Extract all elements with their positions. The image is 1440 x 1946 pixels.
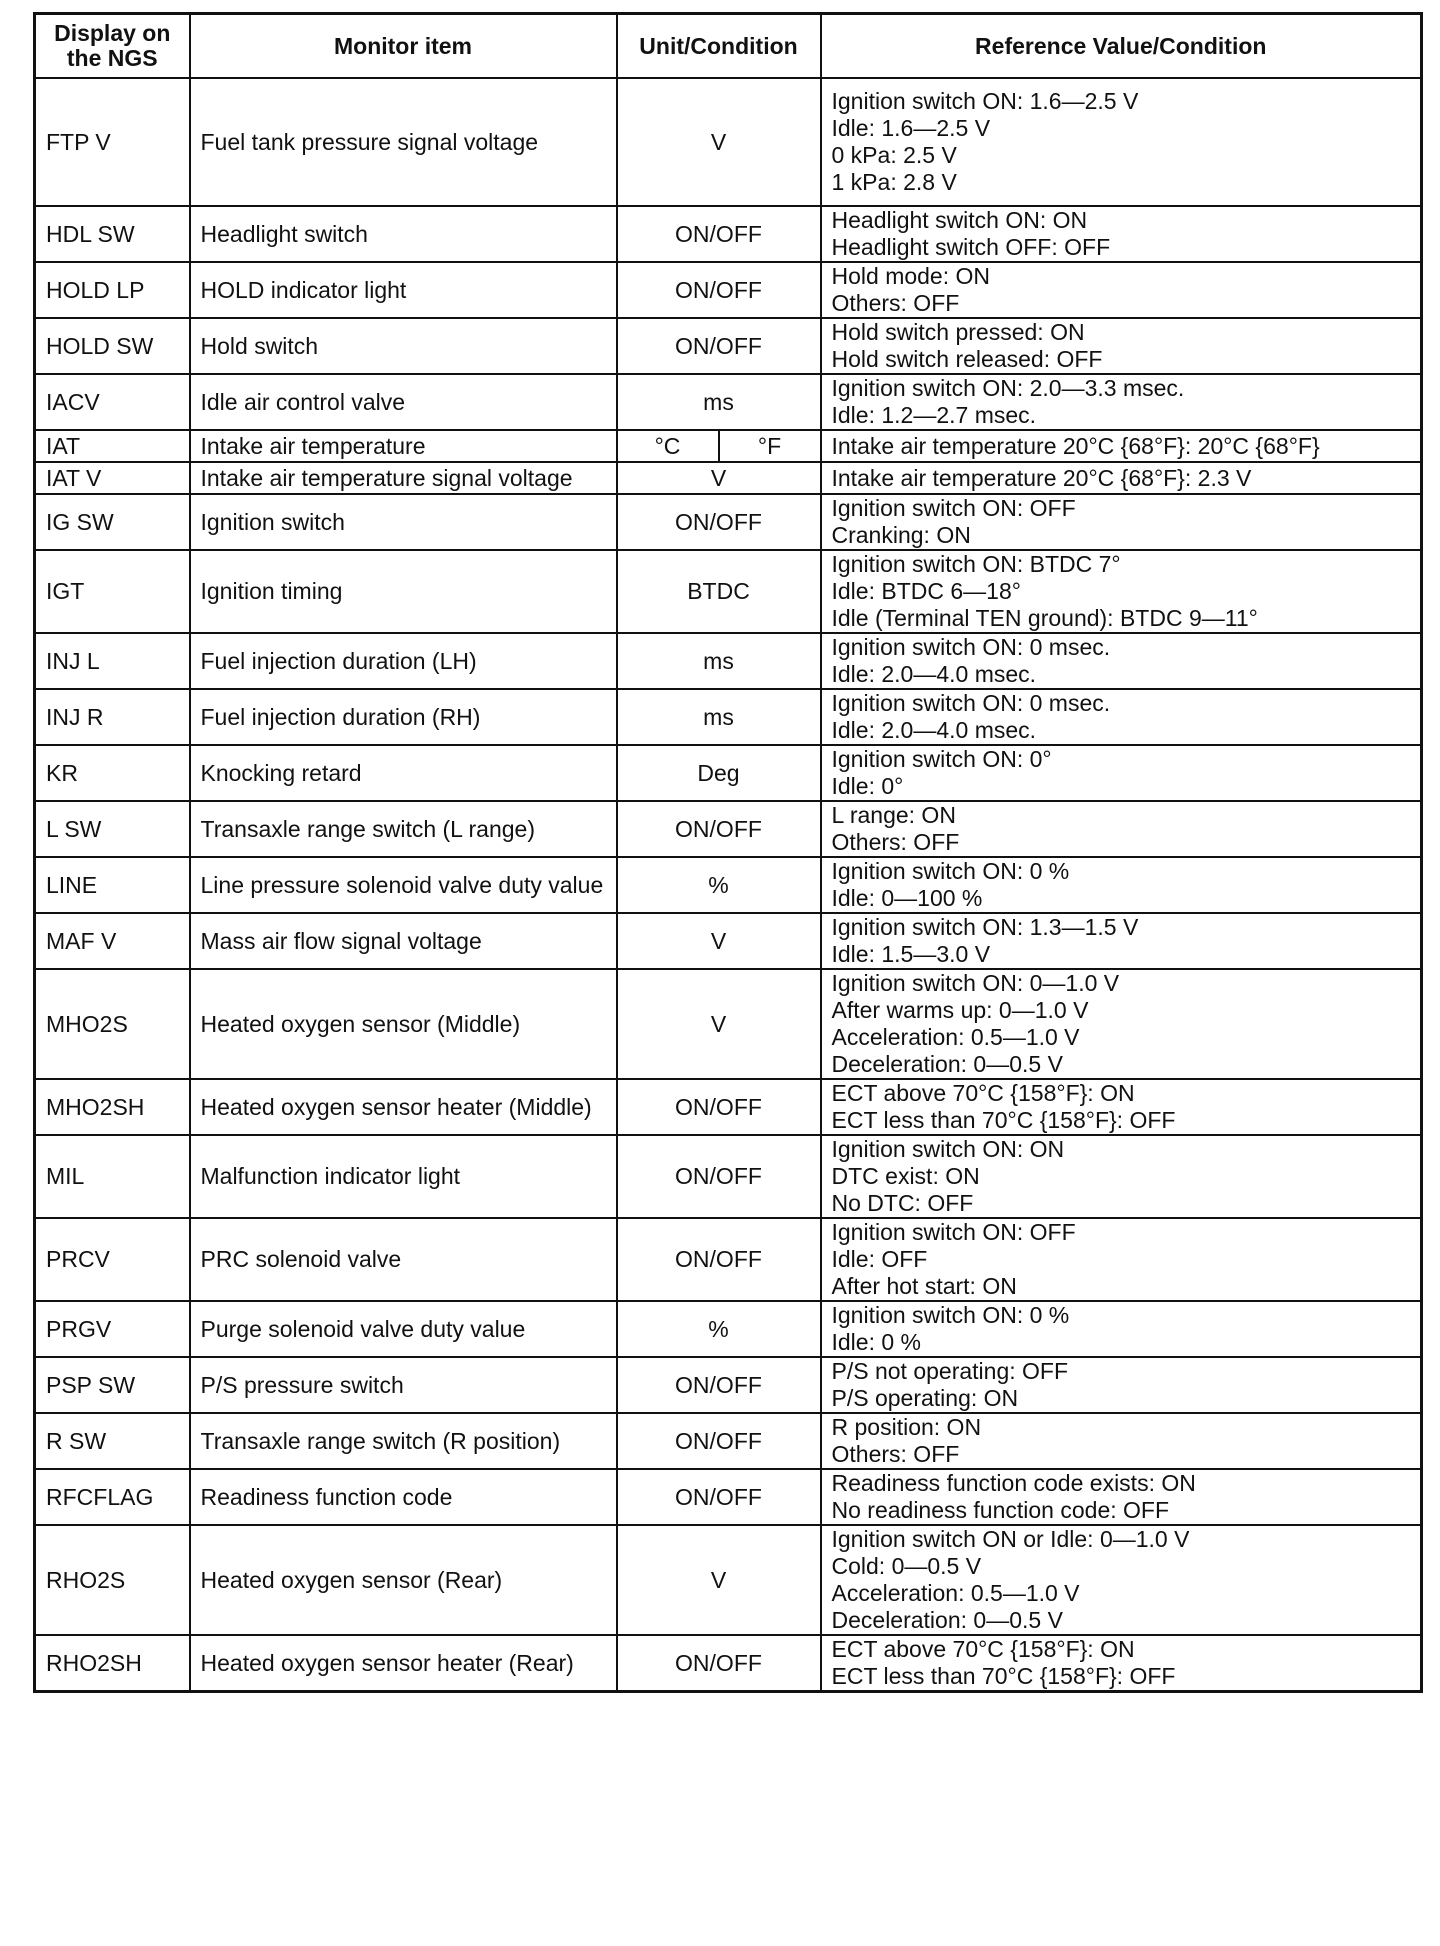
display-code: FTP V [35, 78, 190, 206]
display-code: INJ L [35, 633, 190, 689]
reference-line: Deceleration: 0—0.5 V [831, 1051, 1063, 1077]
monitor-item: Heated oxygen sensor (Middle) [190, 969, 617, 1079]
reference-line: Readiness function code exists: ON [831, 1470, 1196, 1496]
unit-condition: ON/OFF [617, 494, 821, 550]
table-row [35, 857, 1422, 913]
unit-condition: ON/OFF [617, 1469, 821, 1525]
reference-line: L range: ON [831, 802, 956, 828]
reference-line: Ignition switch ON: 1.6—2.5 V [831, 88, 1139, 114]
display-code: IAT [35, 430, 190, 462]
table-row [35, 550, 1422, 633]
reference-line: Intake air temperature 20°C {68°F}: 20°C {68°F} [831, 432, 1320, 459]
reference-line: Ignition switch ON: 0 % [831, 1302, 1070, 1328]
table-row [35, 262, 1422, 318]
reference-line: Acceleration: 0.5—1.0 V [831, 1580, 1080, 1606]
monitor-item: Idle air control valve [190, 374, 617, 430]
reference-line: R position: ON [831, 1414, 982, 1440]
reference-value [821, 1135, 1422, 1218]
reference-line: Idle: BTDC 6—18° [831, 578, 1021, 604]
reference-line: Acceleration: 0.5—1.0 V [831, 1024, 1080, 1050]
display-code: RHO2S [35, 1525, 190, 1635]
table-row [35, 745, 1422, 801]
table-row [35, 1635, 1422, 1692]
unit-condition: V [617, 462, 821, 494]
reference-line: Idle: 0—100 % [831, 885, 983, 911]
reference-value [821, 430, 1422, 462]
monitor-item: Fuel tank pressure signal voltage [190, 78, 617, 206]
display-code: MIL [35, 1135, 190, 1218]
monitor-item: P/S pressure switch [190, 1357, 617, 1413]
table-row [35, 969, 1422, 1079]
reference-line: Ignition switch ON: OFF [831, 495, 1076, 521]
unit-condition: ms [617, 633, 821, 689]
reference-value [821, 550, 1422, 633]
display-code: HDL SW [35, 206, 190, 262]
unit-condition: ms [617, 374, 821, 430]
unit-celsius: °C [617, 430, 719, 462]
table-row [35, 801, 1422, 857]
monitor-item: PRC solenoid valve [190, 1218, 617, 1301]
table-row [35, 1525, 1422, 1635]
reference-value [821, 801, 1422, 857]
display-code: RFCFLAG [35, 1469, 190, 1525]
reference-value [821, 689, 1422, 745]
display-code: IACV [35, 374, 190, 430]
reference-value [821, 1525, 1422, 1635]
reference-value [821, 913, 1422, 969]
reference-line: Others: OFF [831, 829, 960, 855]
reference-line: ECT less than 70°C {158°F}: OFF [831, 1107, 1176, 1133]
display-code: IG SW [35, 494, 190, 550]
reference-line: Ignition switch ON: 0—1.0 V [831, 970, 1120, 996]
reference-line: Ignition switch ON: 0° [831, 746, 1052, 772]
unit-condition: % [617, 1301, 821, 1357]
table-row [35, 430, 1422, 462]
unit-condition: ON/OFF [617, 1218, 821, 1301]
reference-line: Idle: 0° [831, 773, 904, 799]
unit-condition: ms [617, 689, 821, 745]
monitor-item: Heated oxygen sensor heater (Middle) [190, 1079, 617, 1135]
reference-line: Idle: 2.0—4.0 msec. [831, 661, 1037, 687]
unit-fahrenheit: °F [719, 430, 821, 462]
display-code: PRCV [35, 1218, 190, 1301]
reference-line: Cold: 0—0.5 V [831, 1553, 982, 1579]
reference-line: Ignition switch ON: OFF [831, 1219, 1076, 1245]
display-code: MAF V [35, 913, 190, 969]
reference-value [821, 462, 1422, 494]
table-row [35, 374, 1422, 430]
reference-value [821, 78, 1422, 206]
reference-value [821, 969, 1422, 1079]
display-code: RHO2SH [35, 1635, 190, 1692]
monitor-item: Heated oxygen sensor (Rear) [190, 1525, 617, 1635]
reference-line: Hold switch pressed: ON [831, 319, 1085, 345]
unit-condition: V [617, 913, 821, 969]
reference-line: 1 kPa: 2.8 V [831, 169, 957, 195]
reference-line: Ignition switch ON: ON [831, 1136, 1065, 1162]
reference-value [821, 857, 1422, 913]
reference-line: Idle: 2.0—4.0 msec. [831, 717, 1037, 743]
table-row [35, 1413, 1422, 1469]
unit-condition: V [617, 969, 821, 1079]
unit-condition: V [617, 78, 821, 206]
reference-value [821, 262, 1422, 318]
unit-condition: ON/OFF [617, 1413, 821, 1469]
unit-condition: ON/OFF [617, 801, 821, 857]
reference-line: ECT above 70°C {158°F}: ON [831, 1080, 1135, 1106]
display-code: IGT [35, 550, 190, 633]
reference-line: No DTC: OFF [831, 1190, 974, 1216]
monitor-item: Ignition timing [190, 550, 617, 633]
reference-line: Idle: 1.5—3.0 V [831, 941, 991, 967]
table-row [35, 78, 1422, 206]
unit-condition: V [617, 1525, 821, 1635]
display-code: HOLD SW [35, 318, 190, 374]
table-row [35, 462, 1422, 494]
table-row [35, 913, 1422, 969]
monitor-item: HOLD indicator light [190, 262, 617, 318]
reference-value [821, 745, 1422, 801]
reference-line: ECT above 70°C {158°F}: ON [831, 1636, 1135, 1662]
reference-line: Hold switch released: OFF [831, 346, 1103, 372]
reference-line: After hot start: ON [831, 1273, 1017, 1299]
header-monitor-item: Monitor item [190, 14, 617, 79]
reference-line: Intake air temperature 20°C {68°F}: 2.3 V [831, 464, 1252, 491]
reference-line: Ignition switch ON: 2.0—3.3 msec. [831, 375, 1185, 401]
monitor-item: Hold switch [190, 318, 617, 374]
table-row [35, 318, 1422, 374]
table-row [35, 1357, 1422, 1413]
unit-condition: Deg [617, 745, 821, 801]
display-code: L SW [35, 801, 190, 857]
monitor-item: Line pressure solenoid valve duty value [190, 857, 617, 913]
table-row [35, 1218, 1422, 1301]
reference-value [821, 1301, 1422, 1357]
reference-line: Idle: OFF [831, 1246, 928, 1272]
reference-line: Ignition switch ON: 0 % [831, 858, 1070, 884]
table-row [35, 206, 1422, 262]
reference-value [821, 1357, 1422, 1413]
reference-line: Idle: 0 % [831, 1329, 921, 1355]
monitor-item: Transaxle range switch (L range) [190, 801, 617, 857]
unit-condition: ON/OFF [617, 1635, 821, 1692]
display-code: R SW [35, 1413, 190, 1469]
reference-line: P/S not operating: OFF [831, 1358, 1069, 1384]
table-row [35, 1135, 1422, 1218]
reference-line: Others: OFF [831, 1441, 960, 1467]
table-row [35, 1079, 1422, 1135]
reference-value [821, 318, 1422, 374]
table-body [35, 78, 1422, 1692]
table-row [35, 689, 1422, 745]
display-code: HOLD LP [35, 262, 190, 318]
display-code: PRGV [35, 1301, 190, 1357]
unit-condition: ON/OFF [617, 1079, 821, 1135]
monitor-item: Transaxle range switch (R position) [190, 1413, 617, 1469]
monitor-item: Fuel injection duration (RH) [190, 689, 617, 745]
display-code: KR [35, 745, 190, 801]
reference-value [821, 633, 1422, 689]
unit-condition: ON/OFF [617, 1357, 821, 1413]
reference-line: P/S operating: ON [831, 1385, 1019, 1411]
reference-line: Headlight switch ON: ON [831, 207, 1088, 233]
monitor-item: Headlight switch [190, 206, 617, 262]
reference-line: Idle: 1.2—2.7 msec. [831, 402, 1037, 428]
monitor-item: Knocking retard [190, 745, 617, 801]
unit-condition: % [617, 857, 821, 913]
monitor-item: Intake air temperature signal voltage [190, 462, 617, 494]
reference-line: No readiness function code: OFF [831, 1497, 1169, 1523]
header-unit-condition: Unit/Condition [617, 14, 821, 79]
reference-value [821, 1635, 1422, 1692]
display-code: IAT V [35, 462, 190, 494]
display-code: INJ R [35, 689, 190, 745]
monitor-item: Mass air flow signal voltage [190, 913, 617, 969]
reference-value [821, 1413, 1422, 1469]
reference-value [821, 1218, 1422, 1301]
table-row [35, 1469, 1422, 1525]
reference-line: Ignition switch ON: BTDC 7° [831, 551, 1121, 577]
table-row [35, 1301, 1422, 1357]
reference-line: Cranking: ON [831, 522, 971, 548]
monitor-item: Intake air temperature [190, 430, 617, 462]
display-code: MHO2S [35, 969, 190, 1079]
reference-line: ECT less than 70°C {158°F}: OFF [831, 1663, 1176, 1689]
reference-value [821, 206, 1422, 262]
unit-condition: ON/OFF [617, 1135, 821, 1218]
reference-line: Others: OFF [831, 290, 960, 316]
reference-line: Ignition switch ON: 0 msec. [831, 690, 1111, 716]
table-row [35, 494, 1422, 550]
unit-condition: ON/OFF [617, 262, 821, 318]
reference-line: DTC exist: ON [831, 1163, 980, 1189]
unit-condition: ON/OFF [617, 206, 821, 262]
reference-line: Idle: 1.6—2.5 V [831, 115, 991, 141]
reference-line: Deceleration: 0—0.5 V [831, 1607, 1063, 1633]
monitor-item: Ignition switch [190, 494, 617, 550]
reference-value [821, 1469, 1422, 1525]
reference-line: Headlight switch OFF: OFF [831, 234, 1111, 260]
table-header-row [35, 14, 1422, 79]
reference-line: Ignition switch ON: 0 msec. [831, 634, 1111, 660]
monitor-reference-table [33, 12, 1423, 1693]
header-display: Display on the NGS [35, 14, 190, 79]
reference-line: After warms up: 0—1.0 V [831, 997, 1089, 1023]
reference-value [821, 374, 1422, 430]
display-code: LINE [35, 857, 190, 913]
table-row [35, 633, 1422, 689]
unit-condition: BTDC [617, 550, 821, 633]
monitor-item: Purge solenoid valve duty value [190, 1301, 617, 1357]
reference-line: 0 kPa: 2.5 V [831, 142, 957, 168]
unit-condition: ON/OFF [617, 318, 821, 374]
display-code: PSP SW [35, 1357, 190, 1413]
reference-value [821, 494, 1422, 550]
reference-value [821, 1079, 1422, 1135]
monitor-item: Malfunction indicator light [190, 1135, 617, 1218]
header-reference-value: Reference Value/Condition [821, 14, 1422, 79]
display-code: MHO2SH [35, 1079, 190, 1135]
monitor-item: Readiness function code [190, 1469, 617, 1525]
monitor-item: Fuel injection duration (LH) [190, 633, 617, 689]
monitor-item: Heated oxygen sensor heater (Rear) [190, 1635, 617, 1692]
reference-line: Ignition switch ON: 1.3—1.5 V [831, 914, 1139, 940]
reference-line: Ignition switch ON or Idle: 0—1.0 V [831, 1526, 1190, 1552]
reference-line: Idle (Terminal TEN ground): BTDC 9—11° [831, 605, 1258, 631]
reference-line: Hold mode: ON [831, 263, 991, 289]
